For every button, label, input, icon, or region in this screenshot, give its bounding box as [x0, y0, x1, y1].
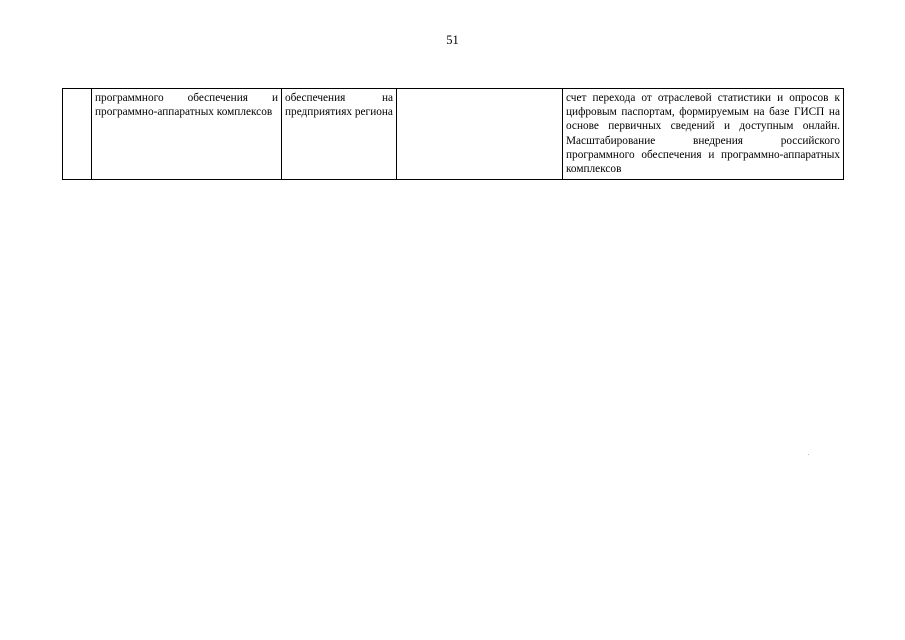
page-number: 51	[446, 33, 459, 47]
table-cell-scope: обеспечения на предприятиях региона	[282, 89, 397, 180]
table-cell-number	[63, 89, 92, 180]
table-cell-result: счет перехода от отраслевой статистики и опросов к цифровым паспортам, формируемым на базе ГИСП на основе первичных сведений и доступным онлайн. Масштабирование внедрения российского программного обеспечения и программно-аппаратных комплексов	[563, 89, 844, 180]
table-cell-empty	[397, 89, 563, 180]
table-row	[63, 89, 844, 180]
table-cell-description: программного обеспечения и программно-аппаратных комплексов	[92, 89, 282, 180]
document-table	[62, 88, 844, 180]
scan-speck	[808, 454, 809, 455]
